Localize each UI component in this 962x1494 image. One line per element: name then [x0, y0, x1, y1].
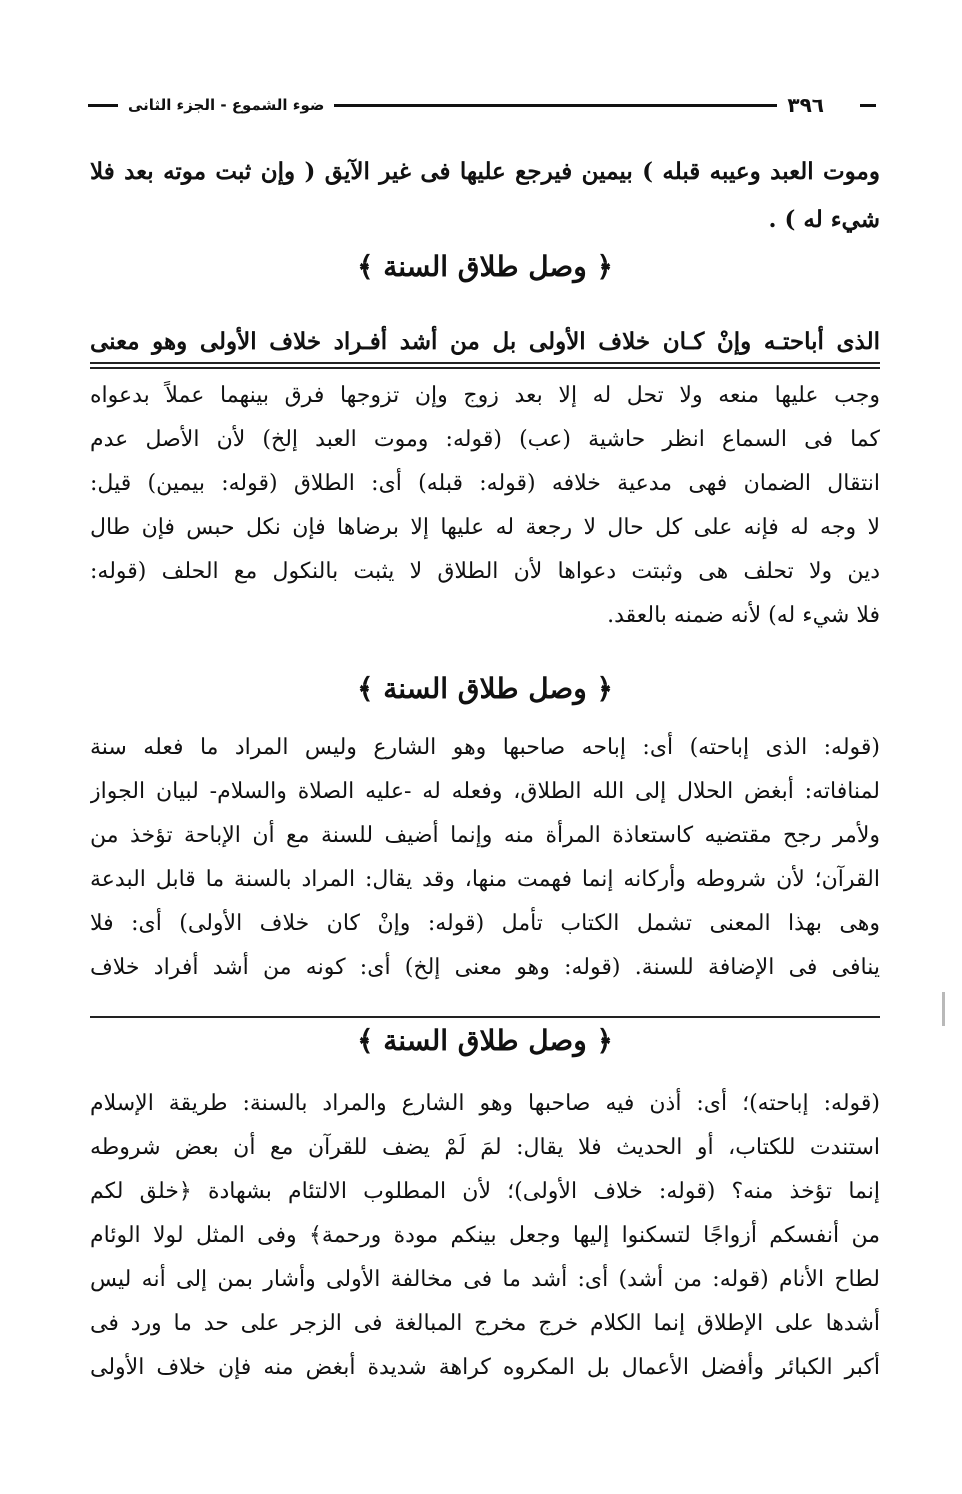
section-heading: ﴿ وصل طلاق السنة ﴾ — [357, 250, 613, 283]
commentary-line: انتقال الضمان فهى مدعية خلافه (قوله: قبله) أى: الطلاق (قوله: بيمين) قيل: — [90, 471, 880, 496]
commentary-line: ولأمر رجح مقتضيه كاستعاذة المرأة منه وإنما أضيف للسنة مع أن الإباحة تؤخذ من — [90, 823, 880, 848]
scan-edge-mark — [942, 992, 945, 1026]
header-rule-end — [88, 104, 118, 107]
main-text-line: شيء له ) . — [768, 206, 880, 233]
main-text-line: وموت العبد وعيبه قبله ) بيمين فيرجع عليها فى غير الآيق ( وإن ثبت موته بعد فلا — [90, 158, 880, 185]
commentary-line: أشدها على الإطلاق إنما الكلام خرج مخرج المبالغة فى الزجر على حد ما ورد فى — [90, 1311, 880, 1336]
matn-line: الذى أباحتـه وإنْ كـان خلاف الأولى بل من أشد أفـراد خلاف الأولى وهو معنى — [90, 328, 880, 355]
commentary-line: من أنفسكم أزواجًا لتسكنوا إليها وجعل بينكم مودة ورحمة﴾ وفى المثل لولا الوئام — [90, 1223, 880, 1248]
matn-line-block — [90, 318, 880, 366]
header-rule-middle — [334, 104, 777, 107]
commentary-line: القرآن؛ لأن شروطه وأركانه إنما فهمت منها، وقد يقال: المراد بالسنة ما قابل البدعة — [90, 867, 880, 892]
commentary-block-3 — [90, 1082, 880, 1390]
matn-commentary-divider — [90, 362, 880, 369]
commentary-block-1 — [90, 374, 880, 638]
commentary-line: أكبر الكبائر وأفضل الأعمال بل المكروه كراهة شديدة أبغض منه فإن خلاف الأولى — [90, 1355, 880, 1380]
header-rule-start — [860, 104, 876, 107]
commentary-line: إنما تؤخذ منه؟ (قوله: خلاف الأولى)؛ لأن المطلوب الالتئام بشهادة ﴿خلق لكم — [90, 1179, 880, 1204]
section-heading: ﴿ وصل طلاق السنة ﴾ — [357, 1024, 613, 1057]
main-text — [90, 148, 880, 244]
commentary-line: دين ولا تحلف هى وثبتت دعواها لأن الطلاق لا يثبت بالنكول مع الحلف (قوله: — [90, 559, 880, 584]
section-heading: ﴿ وصل طلاق السنة ﴾ — [357, 672, 613, 705]
running-header — [88, 92, 876, 118]
commentary-line: لمنافاته: أبغض الحلال إلى الله الطلاق، وفعله له -عليه الصلاة والسلام- لبيان الجواز — [90, 779, 880, 804]
commentary-line: (قوله: الذى إباحته) أى: إباحه صاحبها وهو الشارع وليس المراد ما فعله سنة — [90, 735, 880, 760]
commentary-line: كما فى السماع انظر حاشية (عب) (قوله: وموت العبد إلخ) لأن الأصل عدم — [90, 427, 880, 452]
commentary-line: لطاح الأنام (قوله: من أشد) أى: أشد ما فى مخالفة الأولى وأشار بمن إلى أنه ليس — [90, 1267, 880, 1292]
running-title: ضوء الشموع - الجزء الثانى — [128, 96, 325, 114]
commentary-line: لا وجه له فإنه على كل حال لا رجعة له عليها إلا برضاها فإن نكل حبس فإن طال — [90, 515, 880, 540]
commentary-line: (قوله: إباحته)؛ أى: أذن فيه صاحبها وهو الشارع والمراد بالسنة: طريقة الإسلام — [90, 1091, 880, 1116]
page-number: ٣٩٦ — [787, 93, 824, 117]
commentary-block-2 — [90, 726, 880, 990]
commentary-line: وجب عليها منعه ولا تحل له إلا بعد زوج وإن تزوجها فرق بينهما عملاً بدعواه — [90, 383, 880, 408]
commentary-line: استندت للكتاب، أو الحديث فلا يقال: لمَ لَمْ يضف للقرآن مع أن بعض شروطه — [90, 1135, 880, 1160]
commentary-line: وهى بهذا المعنى تشمل الكتاب تأمل (قوله: وإنْ كان خلاف الأولى) أى: فلا — [90, 911, 880, 936]
commentary-line: ينافى فى الإضافة للسنة. (قوله: وهو معنى إلخ) أى: كونه من أشد أفراد خلاف — [90, 955, 880, 980]
commentary-line: فلا شيء له) لأنه ضمنه بالعقد. — [607, 603, 880, 628]
commentary-divider — [90, 1016, 880, 1018]
